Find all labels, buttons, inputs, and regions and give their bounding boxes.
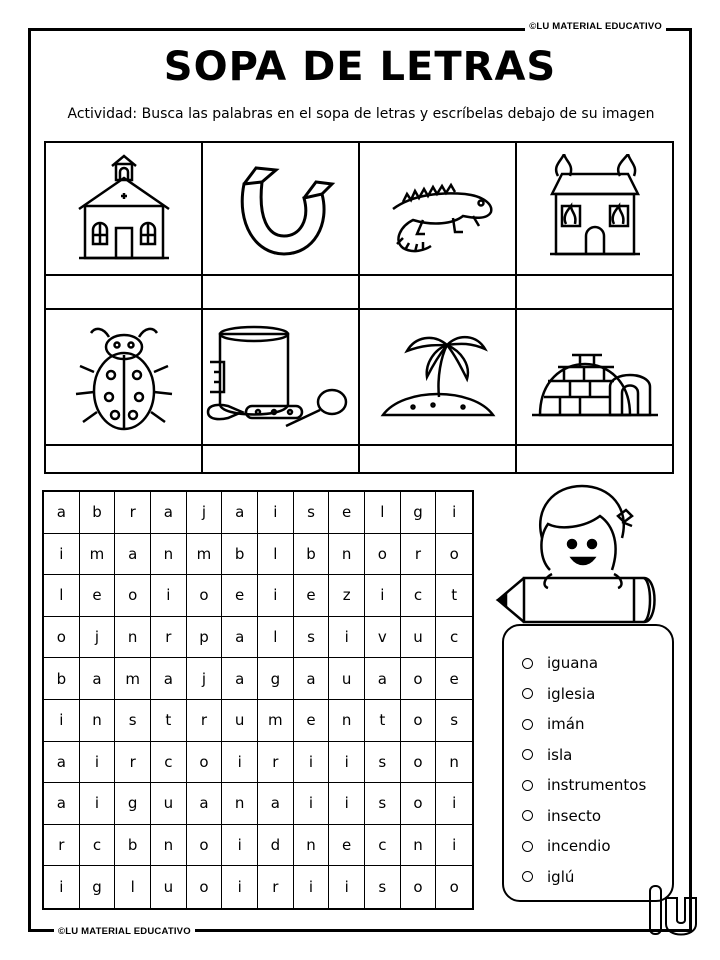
grid-cell[interactable]: c [401, 575, 437, 617]
grid-cell[interactable]: a [187, 783, 223, 825]
circle-bullet-icon[interactable] [522, 871, 533, 882]
grid-cell[interactable]: t [365, 700, 401, 742]
grid-cell[interactable]: l [115, 866, 151, 908]
grid-cell[interactable]: o [401, 658, 437, 700]
grid-cell[interactable]: o [187, 575, 223, 617]
grid-cell[interactable]: i [436, 492, 472, 534]
grid-cell[interactable]: o [401, 783, 437, 825]
picture-cell-house-fire [515, 141, 674, 276]
grid-cell[interactable]: i [329, 783, 365, 825]
grid-cell[interactable]: j [187, 658, 223, 700]
credit-bottom: ©LU MATERIAL EDUCATIVO [54, 926, 195, 937]
grid-cell[interactable]: u [401, 617, 437, 659]
grid-cell[interactable]: b [222, 534, 258, 576]
magnet-icon [226, 154, 336, 264]
grid-cell[interactable]: g [401, 492, 437, 534]
grid-cell[interactable]: i [222, 742, 258, 784]
answer-box-5[interactable] [44, 444, 203, 474]
grid-cell[interactable]: e [222, 575, 258, 617]
word-list-item [522, 807, 601, 825]
grid-cell[interactable]: j [80, 617, 116, 659]
grid-cell[interactable]: l [44, 575, 80, 617]
circle-bullet-icon[interactable] [522, 841, 533, 852]
grid-cell[interactable]: s [365, 742, 401, 784]
word-label: instrumentos [547, 776, 647, 794]
grid-cell[interactable]: s [294, 492, 330, 534]
picture-cell-church [44, 141, 203, 276]
word-list-item [522, 746, 572, 764]
picture-cell-igloo [515, 308, 674, 446]
grid-cell[interactable]: i [80, 783, 116, 825]
grid-cell[interactable]: o [187, 825, 223, 867]
grid-cell[interactable]: c [365, 825, 401, 867]
grid-cell[interactable]: j [187, 492, 223, 534]
grid-cell[interactable]: m [187, 534, 223, 576]
grid-cell[interactable]: a [151, 492, 187, 534]
igloo-icon [530, 327, 660, 427]
circle-bullet-icon[interactable] [522, 658, 533, 669]
grid-cell[interactable]: e [294, 575, 330, 617]
answer-box-4[interactable] [515, 274, 674, 310]
grid-cell[interactable]: i [258, 492, 294, 534]
grid-cell[interactable]: m [80, 534, 116, 576]
picture-cell-iguana [358, 141, 517, 276]
word-list-item [522, 837, 611, 855]
grid-cell[interactable]: o [187, 866, 223, 908]
grid-cell[interactable]: b [294, 534, 330, 576]
grid-cell[interactable]: a [294, 658, 330, 700]
grid-cell[interactable]: i [436, 783, 472, 825]
circle-bullet-icon[interactable] [522, 719, 533, 730]
grid-cell[interactable]: t [151, 700, 187, 742]
grid-cell[interactable]: s [436, 700, 472, 742]
grid-cell[interactable]: a [44, 742, 80, 784]
grid-cell[interactable]: r [187, 700, 223, 742]
answer-box-7[interactable] [358, 444, 517, 474]
grid-cell[interactable]: o [401, 866, 437, 908]
grid-cell[interactable]: i [44, 534, 80, 576]
grid-cell[interactable]: u [151, 866, 187, 908]
word-list-item [522, 715, 584, 733]
grid-cell[interactable]: a [222, 658, 258, 700]
grid-cell[interactable]: i [222, 825, 258, 867]
grid-cell[interactable]: e [294, 700, 330, 742]
grid-cell[interactable]: r [151, 617, 187, 659]
grid-cell[interactable]: i [44, 866, 80, 908]
grid-cell[interactable]: z [329, 575, 365, 617]
grid-cell[interactable]: i [365, 575, 401, 617]
page-title: SOPA DE LETRAS [163, 44, 557, 90]
grid-cell[interactable]: i [436, 825, 472, 867]
grid-cell[interactable]: e [436, 658, 472, 700]
grid-cell[interactable]: i [258, 575, 294, 617]
circle-bullet-icon[interactable] [522, 688, 533, 699]
grid-cell[interactable]: i [80, 742, 116, 784]
grid-cell[interactable]: c [80, 825, 116, 867]
grid-cell[interactable]: v [365, 617, 401, 659]
answer-box-2[interactable] [201, 274, 360, 310]
circle-bullet-icon[interactable] [522, 780, 533, 791]
circle-bullet-icon[interactable] [522, 810, 533, 821]
answer-box-1[interactable] [44, 274, 203, 310]
grid-cell[interactable]: n [436, 742, 472, 784]
grid-cell[interactable]: l [258, 534, 294, 576]
grid-cell[interactable]: a [80, 658, 116, 700]
grid-cell[interactable]: o [187, 742, 223, 784]
grid-cell[interactable]: e [329, 825, 365, 867]
word-list-item [522, 654, 598, 672]
grid-cell[interactable]: l [258, 617, 294, 659]
grid-cell[interactable]: a [44, 492, 80, 534]
circle-bullet-icon[interactable] [522, 749, 533, 760]
grid-cell[interactable]: s [365, 783, 401, 825]
grid-cell[interactable]: a [222, 617, 258, 659]
grid-cell[interactable]: u [329, 658, 365, 700]
grid-cell[interactable]: n [294, 825, 330, 867]
grid-cell[interactable]: i [329, 866, 365, 908]
word-label: insecto [547, 806, 602, 825]
word-label: iglú [547, 867, 575, 886]
grid-cell[interactable]: b [80, 492, 116, 534]
grid-cell[interactable]: i [329, 742, 365, 784]
grid-cell[interactable]: a [222, 492, 258, 534]
word-label: iglesia [547, 684, 596, 703]
word-label: imán [547, 715, 585, 733]
grid-cell[interactable]: n [151, 534, 187, 576]
grid-cell[interactable]: b [44, 658, 80, 700]
grid-cell[interactable]: i [222, 866, 258, 908]
grid-cell[interactable]: g [258, 658, 294, 700]
grid-cell[interactable]: r [258, 742, 294, 784]
grid-cell[interactable]: o [401, 700, 437, 742]
grid-cell[interactable]: m [115, 658, 151, 700]
iguana-icon [373, 154, 503, 264]
grid-cell[interactable]: n [401, 825, 437, 867]
grid-cell[interactable]: i [294, 866, 330, 908]
grid-cell[interactable]: i [294, 783, 330, 825]
lu-logo [646, 884, 702, 936]
grid-cell[interactable]: r [115, 742, 151, 784]
word-list-item [522, 776, 646, 794]
grid-cell[interactable]: o [115, 575, 151, 617]
grid-cell[interactable]: n [329, 700, 365, 742]
grid-cell[interactable]: e [80, 575, 116, 617]
answer-box-6[interactable] [201, 444, 360, 474]
grid-cell[interactable]: l [365, 492, 401, 534]
word-list-item [522, 868, 574, 886]
instruction-text: Actividad: Busca las palabras en el sopa de letras y escríbelas debajo de su imagen [67, 106, 655, 122]
grid-cell[interactable]: n [115, 617, 151, 659]
grid-cell[interactable]: o [401, 742, 437, 784]
grid-cell[interactable]: o [365, 534, 401, 576]
grid-cell[interactable]: a [258, 783, 294, 825]
word-label: isla [547, 745, 573, 764]
grid-cell[interactable]: n [151, 825, 187, 867]
picture-cell-magnet [201, 141, 360, 276]
house-fire-icon [540, 154, 650, 264]
grid-cell[interactable]: b [115, 825, 151, 867]
answer-box-8[interactable] [515, 444, 674, 474]
grid-cell[interactable]: e [329, 492, 365, 534]
grid-cell[interactable]: s [365, 866, 401, 908]
island-icon [373, 327, 503, 427]
grid-cell[interactable]: n [329, 534, 365, 576]
ladybug-icon [69, 317, 179, 437]
grid-cell[interactable]: r [115, 492, 151, 534]
grid-cell[interactable]: r [258, 866, 294, 908]
credit-top: ©LU MATERIAL EDUCATIVO [525, 21, 666, 32]
grid-cell[interactable]: i [44, 700, 80, 742]
word-list-box [502, 624, 674, 902]
picture-cell-instruments [201, 308, 360, 446]
grid-cell[interactable]: t [436, 575, 472, 617]
grid-cell[interactable]: a [151, 658, 187, 700]
grid-cell[interactable]: a [365, 658, 401, 700]
grid-cell[interactable]: o [449, 878, 459, 897]
grid-cell[interactable]: a [115, 534, 151, 576]
word-search-grid [42, 490, 474, 910]
word-label: incendio [547, 837, 611, 855]
grid-cell[interactable]: n [80, 700, 116, 742]
grid-cell[interactable]: p [187, 617, 223, 659]
grid-cell[interactable]: n [222, 783, 258, 825]
grid-cell[interactable]: i [151, 575, 187, 617]
word-label: iguana [547, 654, 599, 672]
grid-cell[interactable]: c [436, 617, 472, 659]
picture-cell-island [358, 308, 517, 446]
answer-box-3[interactable] [358, 274, 517, 310]
grid-cell[interactable]: u [222, 700, 258, 742]
grid-cell[interactable]: m [258, 700, 294, 742]
grid-cell[interactable]: i [294, 742, 330, 784]
grid-cell[interactable]: r [401, 534, 437, 576]
grid-cell[interactable]: i [329, 617, 365, 659]
picture-cell-ladybug [44, 308, 203, 446]
girl-pencil-illustration [494, 478, 670, 624]
grid-cell[interactable]: g [115, 783, 151, 825]
grid-cell[interactable]: a [44, 783, 80, 825]
grid-cell[interactable]: u [151, 783, 187, 825]
grid-cell[interactable]: g [80, 866, 116, 908]
grid-cell[interactable]: d [258, 825, 294, 867]
grid-cell[interactable]: o [44, 617, 80, 659]
grid-cell[interactable]: r [44, 825, 80, 867]
word-list-item [522, 685, 595, 703]
grid-cell[interactable]: s [294, 617, 330, 659]
grid-cell[interactable]: s [115, 700, 151, 742]
grid-cell[interactable]: c [151, 742, 187, 784]
instruments-icon [206, 322, 356, 432]
grid-cell[interactable]: o [436, 534, 472, 576]
church-icon [69, 154, 179, 264]
